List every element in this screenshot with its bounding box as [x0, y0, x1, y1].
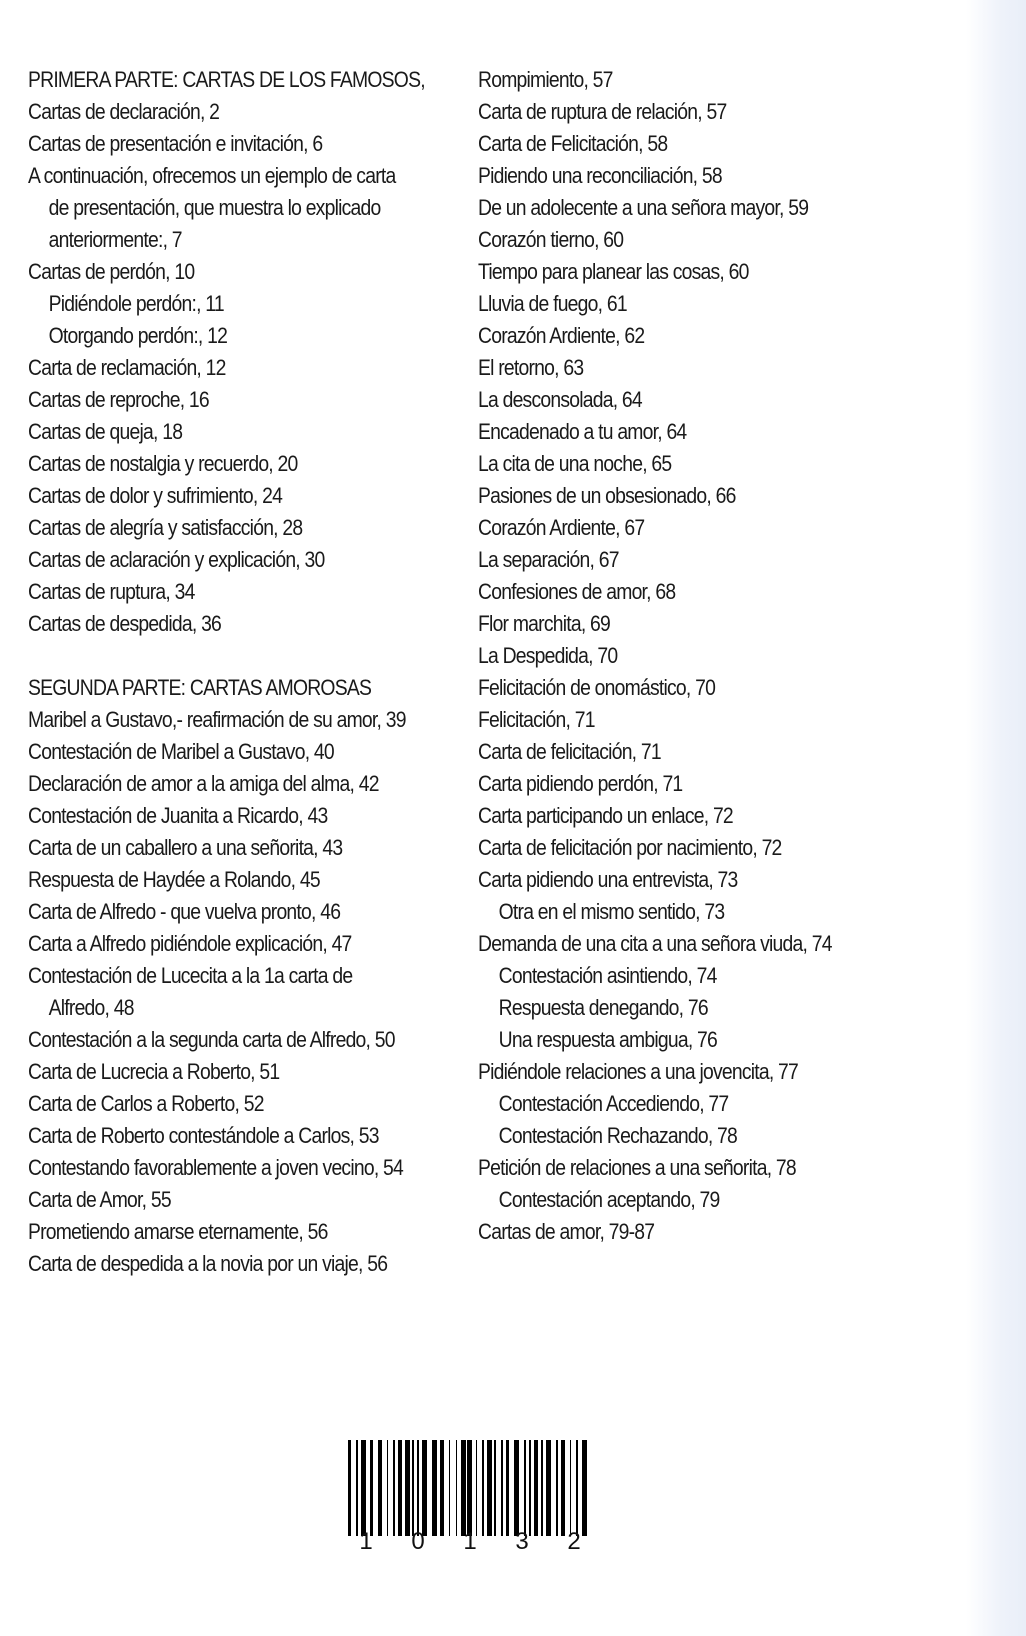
toc-entry: Carta de Felicitación, 58	[478, 131, 668, 156]
toc-subentry: Otorgando perdón:, 12	[48, 323, 228, 348]
toc-subentry: Contestación asintiendo, 74	[498, 963, 717, 988]
toc-entry: Pidiendo una reconciliación, 58	[478, 163, 722, 188]
barcode-number	[340, 1528, 600, 1556]
toc-entry: Pidiéndole relaciones a una jovencita, 77	[478, 1059, 799, 1084]
toc-entry: Tiempo para planear las cosas, 60	[478, 259, 749, 284]
toc-entry: Carta a Alfredo pidiéndole explicación, 47	[28, 931, 352, 956]
toc-entry: Flor marchita, 69	[478, 611, 611, 636]
toc-subentry: Una respuesta ambigua, 76	[498, 1027, 718, 1052]
toc-subentry: Contestación Accediendo, 77	[498, 1091, 729, 1116]
toc-subentry: Pidiéndole perdón:, 11	[48, 291, 224, 316]
toc-subentry: Otra en el mismo sentido, 73	[498, 899, 725, 924]
toc-entry: La Despedida, 70	[478, 643, 618, 668]
toc-entry: Corazón Ardiente, 62	[478, 323, 645, 348]
toc-entry: Cartas de aclaración y explicación, 30	[28, 547, 325, 572]
toc-left-column	[28, 64, 473, 1280]
barcode-digit: 1	[463, 1528, 477, 1555]
toc-entry: Cartas de dolor y sufrimiento, 24	[28, 483, 283, 508]
part2-entries	[28, 704, 473, 1280]
right-entries	[478, 64, 918, 1248]
toc-entry: Carta de Amor, 55	[28, 1187, 171, 1212]
toc-entry: Contestación de Juanita a Ricardo, 43	[28, 803, 328, 828]
toc-entry: Cartas de alegría y satisfacción, 28	[28, 515, 303, 540]
toc-entry: Carta participando un enlace, 72	[478, 803, 733, 828]
toc-entry: Carta de felicitación, 71	[478, 739, 661, 764]
toc-entry: Corazón tierno, 60	[478, 227, 624, 252]
toc-entry: Cartas de declaración, 2	[28, 99, 220, 124]
toc-entry: Felicitación de onomástico, 70	[478, 675, 716, 700]
part1-entries	[28, 96, 473, 640]
toc-entry: Carta de felicitación por nacimiento, 72	[478, 835, 782, 860]
toc-entry: La cita de una noche, 65	[478, 451, 672, 476]
toc-entry: Carta de reclamación, 12	[28, 355, 226, 380]
toc-entry: Cartas de reproche, 16	[28, 387, 209, 412]
toc-entry: Encadenado a tu amor, 64	[478, 419, 687, 444]
scan-edge-shadow	[966, 0, 1026, 1636]
barcode-digit: 0	[411, 1528, 425, 1555]
part2-heading: SEGUNDA PARTE: CARTAS AMOROSAS	[28, 675, 372, 700]
toc-entry: El retorno, 63	[478, 355, 584, 380]
toc-entry: Pasiones de un obsesionado, 66	[478, 483, 736, 508]
barcode-digit: 2	[567, 1528, 581, 1555]
toc-entry: Carta de despedida a la novia por un viaje, 56	[28, 1251, 388, 1276]
toc-entry: Declaración de amor a la amiga del alma, 42	[28, 771, 379, 796]
toc-entry: Contestando favorablemente a joven vecino, 54	[28, 1155, 404, 1180]
part1-heading: PRIMERA PARTE: CARTAS DE LOS FAMOSOS,	[28, 67, 425, 92]
toc-entry: Cartas de amor, 79-87	[478, 1219, 655, 1244]
barcode-space	[587, 1440, 592, 1536]
toc-entry: Carta de Lucrecia a Roberto, 51	[28, 1059, 280, 1084]
toc-entry: Corazón Ardiente, 67	[478, 515, 645, 540]
toc-entry: La separación, 67	[478, 547, 619, 572]
toc-entry: Respuesta de Haydée a Rolando, 45	[28, 867, 320, 892]
toc-entry: Cartas de presentación e invitación, 6	[28, 131, 323, 156]
toc-entry: Rompimiento, 57	[478, 67, 613, 92]
toc-entry: Cartas de nostalgia y recuerdo, 20	[28, 451, 298, 476]
toc-entry: Cartas de ruptura, 34	[28, 579, 195, 604]
toc-subentry: Respuesta denegando, 76	[498, 995, 708, 1020]
toc-subentry: de presentación, que muestra lo explicado	[48, 195, 381, 220]
toc-subentry: anteriormente:, 7	[48, 227, 182, 252]
toc-entry: Carta pidiendo perdón, 71	[478, 771, 683, 796]
toc-entry: Contestación de Lucecita a la 1a carta de	[28, 963, 353, 988]
toc-subentry: Contestación Rechazando, 78	[498, 1123, 737, 1148]
toc-entry: Cartas de perdón, 10	[28, 259, 195, 284]
toc-entry: Cartas de queja, 18	[28, 419, 183, 444]
toc-entry: A continuación, ofrecemos un ejemplo de carta	[28, 163, 396, 188]
toc-entry: Petición de relaciones a una señorita, 78	[478, 1155, 796, 1180]
toc-entry: Confesiones de amor, 68	[478, 579, 676, 604]
toc-entry: Carta pidiendo una entrevista, 73	[478, 867, 738, 892]
section-spacer	[28, 640, 473, 672]
toc-entry: Lluvia de fuego, 61	[478, 291, 627, 316]
toc-entry: La desconsolada, 64	[478, 387, 642, 412]
toc-right-column	[478, 64, 918, 1248]
toc-entry: Carta de ruptura de relación, 57	[478, 99, 727, 124]
barcode-digit: 1	[359, 1528, 373, 1555]
toc-entry: De un adolecente a una señora mayor, 59	[478, 195, 809, 220]
toc-entry: Felicitación, 71	[478, 707, 595, 732]
toc-entry: Prometiendo amarse eternamente, 56	[28, 1219, 328, 1244]
toc-subentry: Contestación aceptando, 79	[498, 1187, 720, 1212]
toc-entry: Demanda de una cita a una señora viuda, 74	[478, 931, 832, 956]
toc-entry: Contestación de Maribel a Gustavo, 40	[28, 739, 334, 764]
toc-subentry: Alfredo, 48	[48, 995, 134, 1020]
toc-entry: Carta de un caballero a una señorita, 43	[28, 835, 343, 860]
toc-entry: Maribel a Gustavo,- reafirmación de su amor, 39	[28, 707, 406, 732]
toc-entry: Carta de Alfredo - que vuelva pronto, 46	[28, 899, 341, 924]
toc-entry: Carta de Roberto contestándole a Carlos, 53	[28, 1123, 379, 1148]
toc-entry: Carta de Carlos a Roberto, 52	[28, 1091, 264, 1116]
barcode	[348, 1440, 592, 1536]
toc-entry: Cartas de despedida, 36	[28, 611, 222, 636]
barcode-digit: 3	[515, 1528, 529, 1555]
toc-entry: Contestación a la segunda carta de Alfredo, 50	[28, 1027, 395, 1052]
